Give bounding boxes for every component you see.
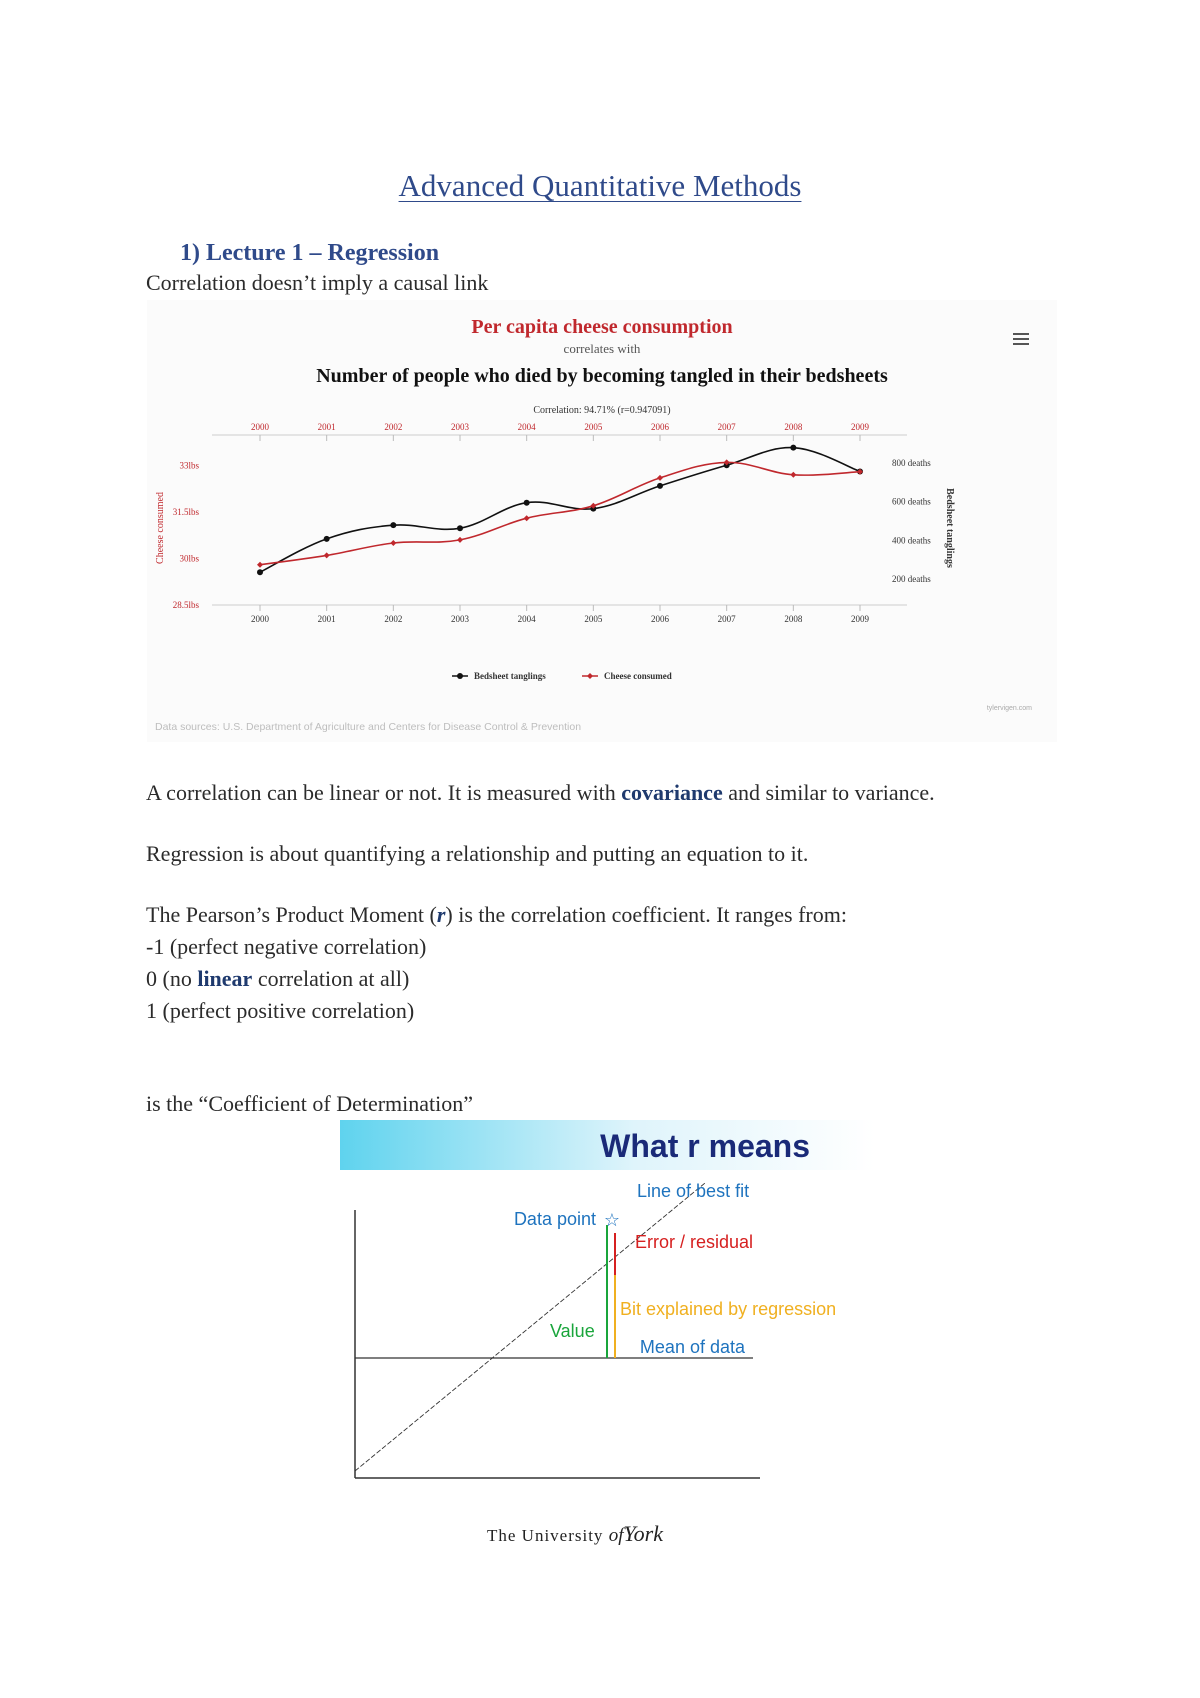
chart-title-2: Number of people who died by becoming tangled in their bedsheets [316,365,888,387]
y-tick-label-left: 30lbs [179,553,199,564]
y-tick-label-left: 31.5lbs [172,507,199,517]
section-heading: 1) Lecture 1 – Regression [180,240,440,266]
x-tick-label-top: 2002 [384,422,403,432]
data-point-marker [324,536,330,542]
data-point-marker [457,525,463,531]
x-tick-label-top: 2003 [451,422,469,432]
x-tick-label-top: 2005 [584,422,603,432]
data-source: Data sources: U.S. Department of Agriculture and Centers for Disease Control & Prevention [155,721,582,733]
data-point-marker [324,552,330,558]
legend-label: Cheese consumed [604,671,672,681]
x-tick-label-top: 2000 [251,422,269,432]
series-line [260,448,860,573]
chart-title: Per capita cheese consumption [471,316,733,338]
chart-credit: tylervigen.com [986,705,1032,712]
document-title: Advanced Quantitative Methods [398,168,802,203]
data-point-marker [657,475,663,481]
x-tick-label-top: 2008 [784,422,803,432]
x-tick-label-top: 2004 [517,422,536,432]
best-fit-label: Line of best fit [637,1181,750,1201]
paragraph-covariance: A correlation can be linear or not. It is measured with covariance and similar to variance. [146,780,935,805]
x-tick-label: 2005 [584,614,603,624]
star-icon: ☆ [603,1210,621,1231]
x-tick-label-top: 2006 [651,422,669,432]
data-point-marker [257,562,263,568]
legend-marker [457,673,463,679]
data-point-marker [390,540,396,546]
value-label: Value [550,1321,595,1341]
what-r-means-diagram [340,1115,875,1555]
correlation-label: Correlation: 94.71% (r=0.947091) [533,405,671,416]
paragraph-pearson: The Pearson’s Product Moment (r) is the correlation coefficient. It ranges from: [146,902,847,927]
mean-label: Mean of data [639,1337,745,1357]
data-point-marker [457,537,463,543]
x-tick-label: 2009 [851,614,869,624]
data-point-marker [657,483,663,489]
y-tick-label-right: 800 deaths [892,457,931,468]
data-point-marker [524,500,530,506]
data-point-marker [790,445,796,451]
y-tick-label-right: 400 deaths [892,535,931,546]
cheese-bedsheet-chart [147,300,1057,742]
range-positive: 1 (perfect positive correlation) [146,998,415,1023]
y-tick-label-left: 28.5lbs [172,600,199,610]
paragraph-regression: Regression is about quantifying a relationship and putting an equation to it. [146,841,809,866]
explained-label: Bit explained by regression [620,1299,837,1319]
legend-label: Bedsheet tanglings [474,671,546,681]
x-tick-label-top: 2007 [717,422,736,432]
error-label: Error / residual [635,1232,754,1252]
coefficient-determination: is the “Coefficient of Determination” [146,1091,474,1116]
x-tick-label: 2007 [717,614,736,624]
x-tick-label: 2002 [384,614,403,624]
y-axis-label-right: Bedsheet tanglings [944,488,955,568]
y-tick-label-left: 33lbs [179,460,199,471]
x-tick-label: 2004 [517,614,536,624]
data-point-marker [790,472,796,478]
y-tick-label-right: 600 deaths [892,496,931,507]
legend-marker [587,673,593,679]
y-tick-label-right: 200 deaths [892,574,931,585]
series-line [260,462,860,564]
x-tick-label: 2000 [251,614,269,624]
x-tick-label-top: 2009 [851,422,869,432]
x-tick-label: 2008 [784,614,803,624]
range-zero: 0 (no linear correlation at all) [146,966,410,991]
range-negative: -1 (perfect negative correlation) [146,934,427,959]
diagram-title: What r means [600,1128,810,1164]
x-tick-label: 2006 [651,614,669,624]
chart-subtitle: correlates with [563,341,641,356]
y-axis-label-left: Cheese consumed [155,492,166,564]
x-tick-label: 2003 [451,614,469,624]
data-point-label: Data point [513,1209,596,1229]
data-point-marker [257,569,263,575]
x-tick-label-top: 2001 [317,422,336,432]
data-point-marker [524,515,530,521]
data-point-marker [390,522,396,528]
intro-text: Correlation doesn’t imply a causal link [146,270,489,295]
university-logo: The University ofYork [486,1521,664,1546]
x-tick-label: 2001 [317,614,336,624]
hamburger-menu-icon[interactable] [1013,333,1029,345]
